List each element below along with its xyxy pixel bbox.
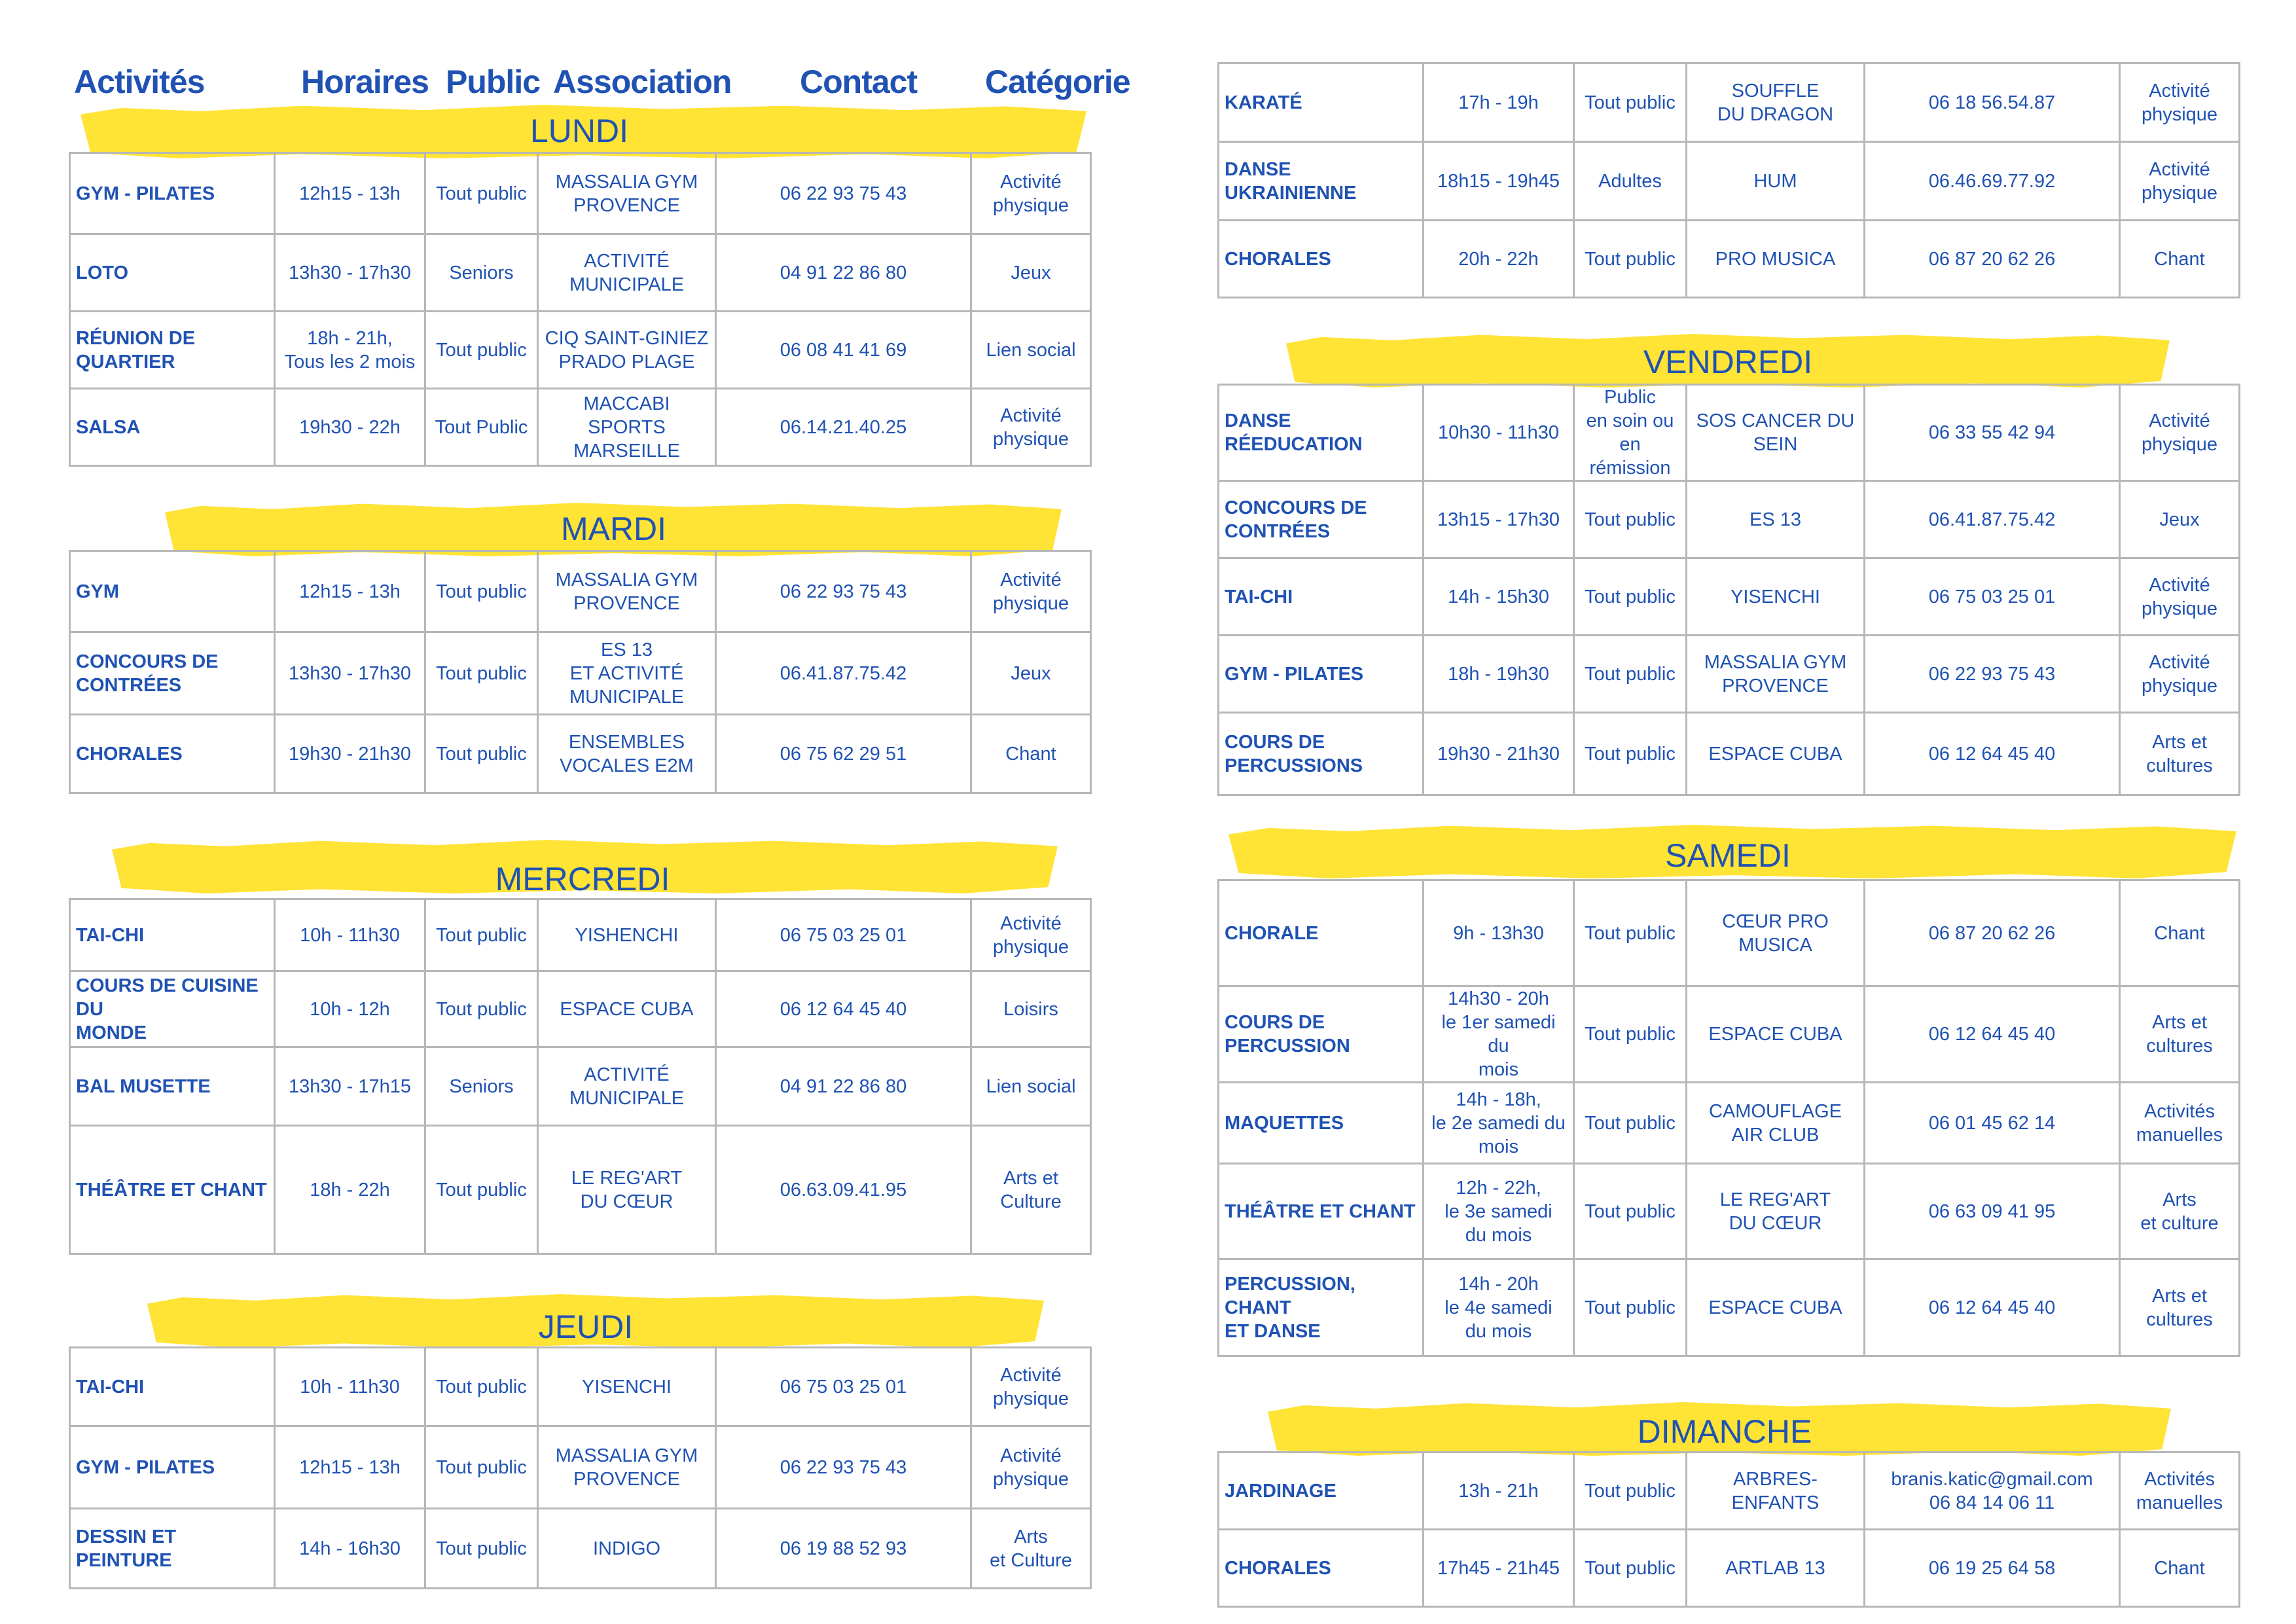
activity-cell: TAI-CHI (70, 899, 275, 971)
hours-cell: 12h15 - 13h (275, 153, 425, 234)
contact-cell: 06 87 20 62 26 (1865, 880, 2120, 986)
association-cell: YISENCHI (1687, 558, 1865, 636)
association-cell: ENSEMBLES VOCALES E2M (538, 715, 716, 793)
public-cell: Seniors (425, 234, 538, 312)
hours-cell: 13h - 21h (1424, 1453, 1574, 1530)
table-row (1219, 558, 2240, 636)
hours-cell: 19h30 - 22h (275, 389, 425, 466)
contact-cell: 06.63.09.41.95 (716, 1126, 971, 1254)
category-cell: Activité physique (2120, 142, 2240, 221)
category-cell: Activité physique (2120, 63, 2240, 142)
contact-cell: 06 12 64 45 40 (716, 971, 971, 1047)
category-cell: Activité physique (971, 551, 1091, 632)
table-row (1219, 481, 2240, 558)
activity-cell: GYM - PILATES (70, 1426, 275, 1509)
hours-cell: 19h30 - 21h30 (1424, 713, 1574, 795)
table-row (1219, 142, 2240, 221)
contact-cell: 04 91 22 86 80 (716, 1047, 971, 1126)
activity-cell: GYM - PILATES (1219, 636, 1424, 713)
category-cell: Arts et culture (2120, 1164, 2240, 1259)
hours-cell: 13h30 - 17h30 (275, 234, 425, 312)
association-cell: MASSALIA GYM PROVENCE (538, 153, 716, 234)
association-cell: ESPACE CUBA (1687, 713, 1865, 795)
category-cell: Arts et cultures (2120, 713, 2240, 795)
hours-cell: 10h30 - 11h30 (1424, 385, 1574, 481)
category-cell: Activités manuelles (2120, 1453, 2240, 1530)
association-cell: PRO MUSICA (1687, 221, 1865, 298)
table-row (70, 153, 1091, 234)
contact-cell: 06 22 93 75 43 (716, 1426, 971, 1509)
association-cell: ACTIVITÉ MUNICIPALE (538, 234, 716, 312)
public-cell: Tout public (1574, 221, 1687, 298)
category-cell: Arts et Culture (971, 1509, 1091, 1589)
contact-cell: 06 12 64 45 40 (1865, 986, 2120, 1083)
table-row (70, 715, 1091, 793)
table-row (1219, 636, 2240, 713)
hours-cell: 20h - 22h (1424, 221, 1574, 298)
hours-cell: 13h30 - 17h15 (275, 1047, 425, 1126)
table-row (1219, 986, 2240, 1083)
association-cell: MASSALIA GYM PROVENCE (538, 1426, 716, 1509)
table-row (70, 1426, 1091, 1509)
header-horaires: Horaires (301, 63, 429, 100)
public-cell: Tout public (425, 632, 538, 715)
table-vendredi (1217, 384, 2240, 796)
association-cell: CIQ SAINT-GINIEZ PRADO PLAGE (538, 312, 716, 389)
public-cell: Tout public (425, 899, 538, 971)
activity-cell: SALSA (70, 389, 275, 466)
activity-cell: CONCOURS DE CONTRÉES (70, 632, 275, 715)
table-row (70, 1509, 1091, 1589)
table-row (1219, 63, 2240, 142)
public-cell: Tout public (1574, 713, 1687, 795)
table-row (70, 389, 1091, 466)
contact-cell: branis.katic@gmail.com 06 84 14 06 11 (1865, 1453, 2120, 1530)
association-cell: MASSALIA GYM PROVENCE (538, 551, 716, 632)
table-mercredi (69, 898, 1092, 1255)
public-cell: Tout public (425, 551, 538, 632)
category-cell: Chant (971, 715, 1091, 793)
hours-cell: 17h45 - 21h45 (1424, 1530, 1574, 1607)
public-cell: Tout public (425, 312, 538, 389)
category-cell: Activité physique (971, 153, 1091, 234)
contact-cell: 06 01 45 62 14 (1865, 1083, 2120, 1164)
category-cell: Activité physique (971, 899, 1091, 971)
header-association: Association (553, 63, 732, 100)
category-cell: Chant (2120, 880, 2240, 986)
association-cell: ESPACE CUBA (1687, 1259, 1865, 1356)
column-headers (69, 56, 1130, 108)
hours-cell: 10h - 11h30 (275, 1348, 425, 1426)
table-row (1219, 385, 2240, 481)
activity-cell: KARATÉ (1219, 63, 1424, 142)
hours-cell: 17h - 19h (1424, 63, 1574, 142)
contact-cell: 06.46.69.77.92 (1865, 142, 2120, 221)
contact-cell: 06 22 93 75 43 (716, 153, 971, 234)
category-cell: Activité physique (2120, 636, 2240, 713)
hours-cell: 14h - 15h30 (1424, 558, 1574, 636)
association-cell: INDIGO (538, 1509, 716, 1589)
association-cell: MASSALIA GYM PROVENCE (1687, 636, 1865, 713)
table-row (1219, 221, 2240, 298)
category-cell: Activité physique (971, 389, 1091, 466)
table-mardi (69, 550, 1092, 794)
activity-cell: RÉUNION DE QUARTIER (70, 312, 275, 389)
activity-cell: GYM (70, 551, 275, 632)
category-cell: Jeux (971, 234, 1091, 312)
contact-cell: 06 19 25 64 58 (1865, 1530, 2120, 1607)
association-cell: LE REG'ART DU CŒUR (1687, 1164, 1865, 1259)
contact-cell: 06 18 56.54.87 (1865, 63, 2120, 142)
public-cell: Tout public (425, 1126, 538, 1254)
public-cell: Tout public (1574, 481, 1687, 558)
table-lundi (69, 152, 1092, 467)
day-title-vendredi: VENDREDI (1643, 344, 1813, 380)
activity-cell: CHORALES (1219, 1530, 1424, 1607)
table-row (70, 234, 1091, 312)
public-cell: Tout public (1574, 63, 1687, 142)
contact-cell: 06 75 03 25 01 (716, 899, 971, 971)
association-cell: ESPACE CUBA (1687, 986, 1865, 1083)
table-row (1219, 1083, 2240, 1164)
public-cell: Tout public (425, 1426, 538, 1509)
category-cell: Arts et cultures (2120, 1259, 2240, 1356)
contact-cell: 06 12 64 45 40 (1865, 1259, 2120, 1356)
public-cell: Tout public (425, 971, 538, 1047)
association-cell: ES 13 (1687, 481, 1865, 558)
association-cell: CAMOUFLAGE AIR CLUB (1687, 1083, 1865, 1164)
activity-cell: THÉÂTRE ET CHANT (70, 1126, 275, 1254)
hours-cell: 14h - 20h le 4e samedi du mois (1424, 1259, 1574, 1356)
hours-cell: 9h - 13h30 (1424, 880, 1574, 986)
day-title-dimanche: DIMANCHE (1637, 1413, 1812, 1450)
header-contact: Contact (800, 63, 918, 100)
table-row (1219, 1530, 2240, 1607)
category-cell: Lien social (971, 1047, 1091, 1126)
hours-cell: 19h30 - 21h30 (275, 715, 425, 793)
activity-cell: CONCOURS DE CONTRÉES (1219, 481, 1424, 558)
association-cell: ESPACE CUBA (538, 971, 716, 1047)
hours-cell: 14h - 16h30 (275, 1509, 425, 1589)
public-cell: Tout public (1574, 1164, 1687, 1259)
public-cell: Tout public (1574, 1259, 1687, 1356)
category-cell: Jeux (2120, 481, 2240, 558)
association-cell: CŒUR PRO MUSICA (1687, 880, 1865, 986)
activity-cell: DANSE UKRAINIENNE (1219, 142, 1424, 221)
header-activites: Activités (74, 63, 205, 100)
public-cell: Tout public (425, 1509, 538, 1589)
hours-cell: 12h15 - 13h (275, 551, 425, 632)
table-samedi (1217, 879, 2240, 1357)
category-cell: Jeux (971, 632, 1091, 715)
category-cell: Loisirs (971, 971, 1091, 1047)
hours-cell: 18h - 19h30 (1424, 636, 1574, 713)
header-public: Public (446, 63, 541, 100)
public-cell: Tout public (425, 1348, 538, 1426)
activity-cell: LOTO (70, 234, 275, 312)
association-cell: ACTIVITÉ MUNICIPALE (538, 1047, 716, 1126)
contact-cell: 06 75 03 25 01 (716, 1348, 971, 1426)
table-row (70, 899, 1091, 971)
contact-cell: 06.41.87.75.42 (716, 632, 971, 715)
public-cell: Seniors (425, 1047, 538, 1126)
hours-cell: 13h30 - 17h30 (275, 632, 425, 715)
public-cell: Tout public (1574, 1083, 1687, 1164)
public-cell: Tout Public (425, 389, 538, 466)
category-cell: Activité physique (2120, 385, 2240, 481)
table-row (1219, 713, 2240, 795)
contact-cell: 06 75 03 25 01 (1865, 558, 2120, 636)
table-row (1219, 1453, 2240, 1530)
activity-cell: THÉÂTRE ET CHANT (1219, 1164, 1424, 1259)
public-cell: Tout public (1574, 1453, 1687, 1530)
table-row (70, 1126, 1091, 1254)
activity-cell: DESSIN ET PEINTURE (70, 1509, 275, 1589)
contact-cell: 06 75 62 29 51 (716, 715, 971, 793)
public-cell: Tout public (425, 715, 538, 793)
public-cell: Public en soin ou en rémission (1574, 385, 1687, 481)
table-row (70, 971, 1091, 1047)
header-categorie: Catégorie (985, 63, 1130, 100)
association-cell: MACCABI SPORTS MARSEILLE (538, 389, 716, 466)
public-cell: Tout public (1574, 636, 1687, 713)
table-row (1219, 1259, 2240, 1356)
hours-cell: 10h - 12h (275, 971, 425, 1047)
contact-cell: 06.14.21.40.25 (716, 389, 971, 466)
association-cell: LE REG'ART DU CŒUR (538, 1126, 716, 1254)
category-cell: Chant (2120, 221, 2240, 298)
category-cell: Activité physique (971, 1348, 1091, 1426)
activity-cell: PERCUSSION, CHANT ET DANSE (1219, 1259, 1424, 1356)
category-cell: Activités manuelles (2120, 1083, 2240, 1164)
contact-cell: 06 87 20 62 26 (1865, 221, 2120, 298)
day-title-lundi: LUNDI (529, 113, 629, 149)
activity-cell: COURS DE PERCUSSION (1219, 986, 1424, 1083)
table-row (70, 312, 1091, 389)
hours-cell: 12h15 - 13h (275, 1426, 425, 1509)
contact-cell: 06 19 88 52 93 (716, 1509, 971, 1589)
activity-cell: BAL MUSETTE (70, 1047, 275, 1126)
contact-cell: 06.41.87.75.42 (1865, 481, 2120, 558)
public-cell: Adultes (1574, 142, 1687, 221)
activity-cell: CHORALES (70, 715, 275, 793)
table-row (70, 1348, 1091, 1426)
category-cell: Activité physique (971, 1426, 1091, 1509)
activity-cell: GYM - PILATES (70, 153, 275, 234)
activity-cell: COURS DE PERCUSSIONS (1219, 713, 1424, 795)
table-row (1219, 880, 2240, 986)
table-row (70, 551, 1091, 632)
hours-cell: 14h30 - 20h le 1er samedi du mois (1424, 986, 1574, 1083)
association-cell: HUM (1687, 142, 1865, 221)
category-cell: Arts et Culture (971, 1126, 1091, 1254)
contact-cell: 06 22 93 75 43 (1865, 636, 2120, 713)
association-cell: SOS CANCER DU SEIN (1687, 385, 1865, 481)
contact-cell: 06 22 93 75 43 (716, 551, 971, 632)
hours-cell: 12h - 22h, le 3e samedi du mois (1424, 1164, 1574, 1259)
contact-cell: 06 63 09 41 95 (1865, 1164, 2120, 1259)
day-title-jeudi: JEUDI (538, 1308, 634, 1345)
category-cell: Arts et cultures (2120, 986, 2240, 1083)
contact-cell: 04 91 22 86 80 (716, 234, 971, 312)
association-cell: ES 13 ET ACTIVITÉ MUNICIPALE (538, 632, 716, 715)
association-cell: YISHENCHI (538, 899, 716, 971)
day-title-samedi: SAMEDI (1665, 837, 1791, 874)
public-cell: Tout public (425, 153, 538, 234)
category-cell: Activité physique (2120, 558, 2240, 636)
table-row (1219, 1164, 2240, 1259)
association-cell: SOUFFLE DU DRAGON (1687, 63, 1865, 142)
public-cell: Tout public (1574, 880, 1687, 986)
table-row (70, 632, 1091, 715)
association-cell: ARTLAB 13 (1687, 1530, 1865, 1607)
day-title-mercredi: MERCREDI (495, 861, 670, 897)
activity-cell: TAI-CHI (70, 1348, 275, 1426)
category-cell: Chant (2120, 1530, 2240, 1607)
association-cell: ARBRES-ENFANTS (1687, 1453, 1865, 1530)
public-cell: Tout public (1574, 1530, 1687, 1607)
hours-cell: 13h15 - 17h30 (1424, 481, 1574, 558)
table-row (70, 1047, 1091, 1126)
hours-cell: 18h - 22h (275, 1126, 425, 1254)
day-title-mardi: MARDI (560, 511, 667, 547)
hours-cell: 18h15 - 19h45 (1424, 142, 1574, 221)
table-dimanche (1217, 1451, 2240, 1608)
activity-cell: DANSE RÉEDUCATION (1219, 385, 1424, 481)
activity-cell: CHORALES (1219, 221, 1424, 298)
table-jeudi-continued (1217, 62, 2240, 298)
contact-cell: 06 12 64 45 40 (1865, 713, 2120, 795)
hours-cell: 14h - 18h, le 2e samedi du mois (1424, 1083, 1574, 1164)
activity-cell: COURS DE CUISINE DU MONDE (70, 971, 275, 1047)
table-jeudi (69, 1346, 1092, 1589)
contact-cell: 06 33 55 42 94 (1865, 385, 2120, 481)
public-cell: Tout public (1574, 986, 1687, 1083)
activity-cell: JARDINAGE (1219, 1453, 1424, 1530)
hours-cell: 10h - 11h30 (275, 899, 425, 971)
hours-cell: 18h - 21h, Tous les 2 mois (275, 312, 425, 389)
category-cell: Lien social (971, 312, 1091, 389)
activity-cell: CHORALE (1219, 880, 1424, 986)
public-cell: Tout public (1574, 558, 1687, 636)
activity-cell: MAQUETTES (1219, 1083, 1424, 1164)
association-cell: YISENCHI (538, 1348, 716, 1426)
contact-cell: 06 08 41 41 69 (716, 312, 971, 389)
activity-cell: TAI-CHI (1219, 558, 1424, 636)
